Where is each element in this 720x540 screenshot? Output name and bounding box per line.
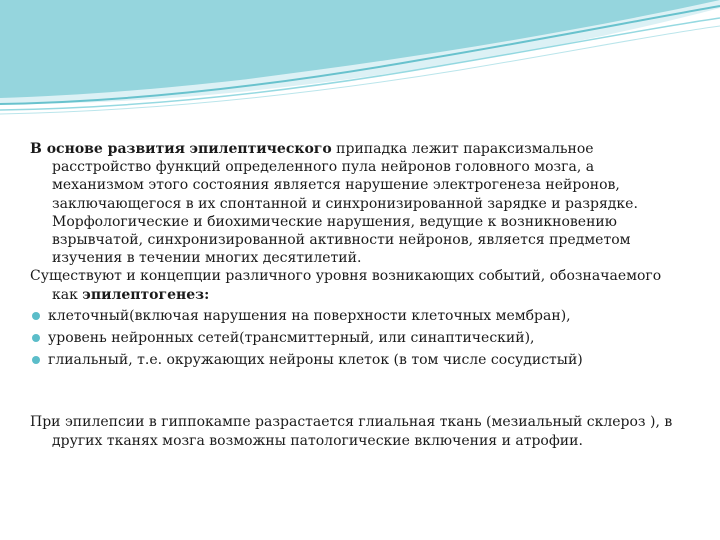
paragraph-lead-semibold: эпилептического bbox=[189, 141, 332, 157]
paragraph-concepts bbox=[30, 267, 690, 303]
list-item-text: глиальный, т.е. окружающих нейроны клеток (в том числе сосудистый) bbox=[48, 352, 583, 369]
spacer bbox=[30, 373, 690, 413]
list-item bbox=[30, 307, 690, 325]
term-epileptogenesis: эпилептогенез: bbox=[82, 286, 210, 303]
list-item-text: клеточный(включая нарушения на поверхности клеточных мембран), bbox=[48, 307, 571, 324]
bullet-icon bbox=[32, 312, 40, 320]
list-item bbox=[30, 351, 690, 369]
bullet-icon bbox=[32, 334, 40, 342]
paragraph-seizure-mechanism bbox=[30, 140, 690, 267]
list-item bbox=[30, 329, 690, 347]
paragraph-concepts-text: Существуют и концепции различного уровня возникающих событий, обозначаемого как bbox=[30, 268, 662, 303]
paragraph-hippocampus bbox=[30, 413, 690, 449]
paragraph-lead-bold: В основе развития bbox=[30, 141, 185, 157]
header-wave-decoration bbox=[0, 0, 720, 130]
paragraph-body: припадка лежит параксизмальное расстройство функций определенного пула нейронов головного мозга, а механизмом этого состояния является нарушение электрогенеза нейронов, заключающегося в их спонтанной и синхронизированной зарядке и разрядке. Морфологические и биохимические нарушения, ведущие к возникновению взрывчатой, синхронизированной активности нейронов, является предметом изучения в течении многих десятилетий. bbox=[52, 141, 638, 267]
content-area bbox=[30, 140, 690, 450]
wave-fill-accent bbox=[0, 0, 720, 98]
paragraph-hippocampus-text: При эпилепсии в гиппокампе разрастается глиальная ткань (мезиальный склероз ), в других тканях мозга возможны патологические включения и атрофии. bbox=[30, 414, 673, 449]
list-item-text: уровень нейронных сетей(трансмиттерный, или синаптический), bbox=[48, 330, 535, 347]
bullet-icon bbox=[32, 356, 40, 364]
bullet-list bbox=[30, 307, 690, 370]
